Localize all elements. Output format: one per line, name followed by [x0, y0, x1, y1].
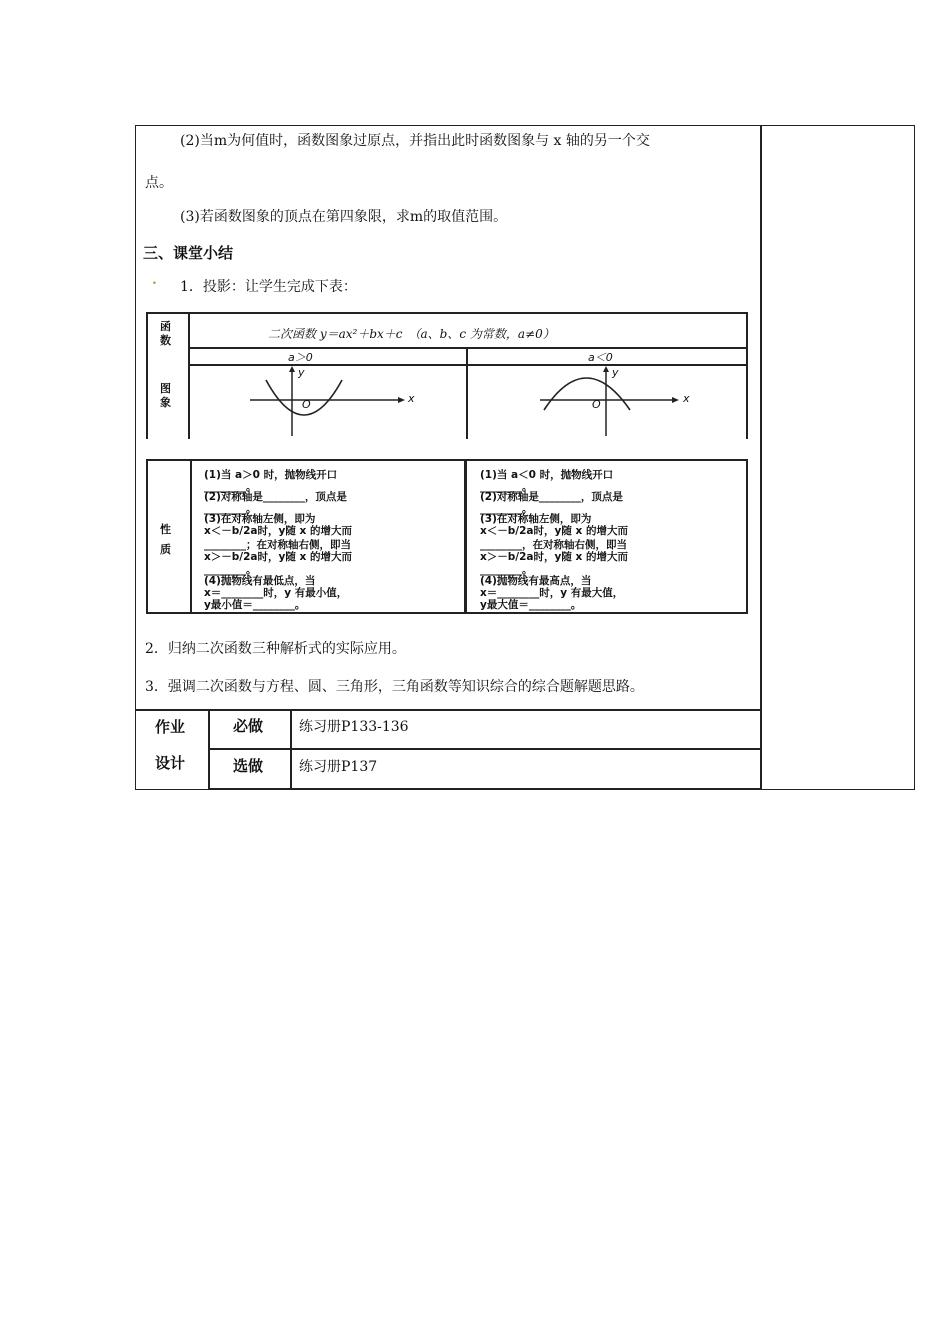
label-graph-1: 图 — [160, 382, 171, 395]
prop-left-6: x＜－b/2a时，y随 x 的增大而 — [204, 525, 352, 537]
parabola-up-graph — [238, 366, 418, 438]
function-graph-table — [146, 312, 748, 439]
optional-value: 练习册P137 — [299, 759, 378, 775]
prop-right-12: y最大值＝________。 — [480, 599, 582, 611]
column-divider — [464, 461, 467, 612]
prop-left-1: (1)当 a＞0 时，抛物线开口 — [204, 469, 338, 481]
properties-table — [146, 459, 748, 614]
right-axis-x-label: x — [683, 392, 690, 405]
prop-left-12: y最小值＝________。 — [204, 599, 306, 611]
prop-left-2: ________。 — [204, 481, 257, 493]
prop-left-4: ________。 — [204, 503, 257, 515]
left-axis-y-label: y — [298, 366, 305, 379]
label-property-1: 性 — [160, 523, 171, 536]
prop-left-11: x＝________时，y 有最小值， — [204, 587, 348, 599]
label-property-2: 质 — [160, 543, 171, 556]
item-2: 2．归纳二次函数三种解析式的实际应用。 — [145, 641, 406, 657]
prop-left-5: (3)在对称轴左侧，即为 — [204, 513, 316, 525]
item-1: 1．投影：让学生完成下表： — [180, 279, 357, 295]
parabola-down-graph — [538, 366, 718, 438]
label-graph-2: 象 — [160, 396, 171, 409]
y-arrow — [289, 366, 295, 372]
prop-right-2: ________。 — [480, 481, 533, 493]
parabola-curve — [544, 378, 630, 410]
prop-right-7: ________，在对称轴右侧，即当 — [480, 539, 627, 551]
prop-left-3: (2)对称轴是________，顶点是 — [204, 491, 347, 503]
homework-table — [135, 709, 760, 790]
homework-divider-2 — [290, 709, 292, 790]
x-arrow — [398, 397, 405, 403]
x-arrow — [672, 397, 679, 403]
homework-divider-1 — [208, 709, 210, 790]
prop-right-6: x＜－b/2a时，y随 x 的增大而 — [480, 525, 628, 537]
optional-label: 选做 — [233, 757, 264, 775]
prop-right-8: x＞－b/2a时，y随 x 的增大而 — [480, 551, 628, 563]
bullet-mark: . — [152, 272, 157, 288]
column-divider — [466, 347, 468, 439]
label-function-1: 函 — [160, 320, 171, 333]
header-rule — [190, 347, 746, 349]
prop-right-10: (4)抛物线有最高点，当 — [480, 575, 592, 587]
right-origin-label: O — [592, 398, 601, 411]
label-divider — [190, 461, 192, 612]
prop-right-11: x＝________时，y 有最大值， — [480, 587, 624, 599]
right-column-divider — [760, 125, 762, 790]
prop-right-5: (3)在对称轴左侧，即为 — [480, 513, 592, 525]
homework-label-2: 设计 — [155, 754, 186, 772]
col-a-negative: a＜0 — [588, 351, 613, 364]
label-function-2: 数 — [160, 334, 171, 347]
left-axis-x-label: x — [408, 392, 415, 405]
prop-left-10: (4)抛物线有最低点，当 — [204, 575, 316, 587]
prop-left-9: ________。 — [204, 564, 257, 576]
required-value: 练习册P133-136 — [299, 719, 409, 735]
section-3-title: 三、课堂小结 — [143, 244, 234, 262]
function-header: 二次函数 y＝ax²＋bx＋c （a、b、c 为常数，a≠0） — [268, 327, 555, 341]
homework-bottom-rule — [208, 788, 760, 790]
prop-right-4: ________。 — [480, 503, 533, 515]
question-2-line-2: 点。 — [145, 175, 173, 191]
required-label: 必做 — [233, 717, 264, 735]
question-3: (3)若函数图象的顶点在第四象限，求m的取值范围。 — [180, 209, 508, 225]
prop-right-9: ________。 — [480, 564, 533, 576]
prop-right-3: (2)对称轴是________，顶点是 — [480, 491, 623, 503]
prop-left-7: ________；在对称轴右侧，即当 — [204, 539, 351, 551]
item-3: 3．强调二次函数与方程、圆、三角形，三角函数等知识综合的综合题解题思路。 — [145, 679, 644, 695]
prop-left-8: x＞－b/2a时，y随 x 的增大而 — [204, 551, 352, 563]
y-arrow — [603, 366, 609, 372]
homework-row-rule — [208, 748, 760, 750]
prop-right-1: (1)当 a＜0 时，抛物线开口 — [480, 469, 614, 481]
homework-label-1: 作业 — [155, 718, 186, 736]
left-origin-label: O — [302, 398, 311, 411]
homework-top-rule — [135, 709, 760, 711]
right-axis-y-label: y — [612, 366, 619, 379]
question-2-line-1: (2)当m为何值时，函数图象过原点，并指出此时函数图象与 x 轴的另一个交 — [180, 133, 650, 149]
col-a-positive: a＞0 — [288, 351, 313, 364]
